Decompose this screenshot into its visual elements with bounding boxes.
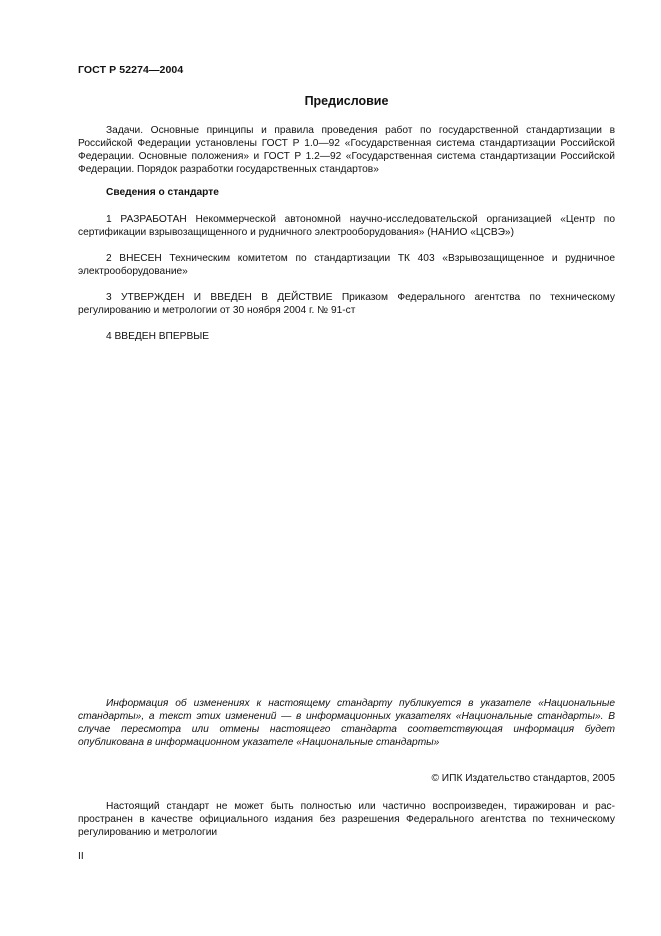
changes-notice: Информация об изменениях к настоящему стандарту публикуется в указателе «Национальные стандарты», а текст этих изменений — в информационных указателях «Национальные стандарты». В случае пересмотра или отмены настоящего стандарта соответствующая информация будет опубликована в информационном указателе «Национальные стандарты» xyxy=(78,698,615,748)
page-number: II xyxy=(78,851,84,862)
document-code: ГОСТ Р 52274—2004 xyxy=(78,64,184,76)
copyright-line: © ИПК Издательство стандартов, 2005 xyxy=(431,773,615,784)
preface-title: Предисловие xyxy=(304,94,389,108)
preface-intro: Задачи. Основные принципы и правила проведения работ по государственной стандартизации в Российской Федерации установлены ГОСТ Р 1.0—92 «Государственная система стандартизации Российской Федерации. Основные положения» и ГОСТ Р 1.2—92 «Государственная система стандартизации Российской Федерации. Порядок разработки государственных стандартов» xyxy=(78,125,615,175)
info-item-first-introduced: 4 ВВЕДЕН ВПЕРВЫЕ xyxy=(106,331,210,342)
info-heading: Сведения о стандарте xyxy=(106,187,219,198)
reproduction-notice: Настоящий стандарт не может быть полностью или частично воспроизведен, тиражирован и распространен в качестве официального издания без разрешения Федерального агентства по техническому регулированию и метрологии xyxy=(78,801,615,838)
info-item-approved: 3 УТВЕРЖДЕН И ВВЕДЕН В ДЕЙСТВИЕ Приказом Федерального агентства по техническому регулированию и метрологии от 30 ноября 2004 г. № 91-ст xyxy=(78,292,615,316)
info-item-developed: 1 РАЗРАБОТАН Некоммерческой автономной научно-исследовательской организацией «Центр по сертификации взрывозащищенного и рудничного электрооборудования» (НАНИО «ЦСВЭ») xyxy=(78,214,615,238)
document-page xyxy=(78,0,615,936)
info-item-submitted: 2 ВНЕСЕН Техническим комитетом по стандартизации ТК 403 «Взрывозащищенное и рудничное электрооборудование» xyxy=(78,253,615,277)
